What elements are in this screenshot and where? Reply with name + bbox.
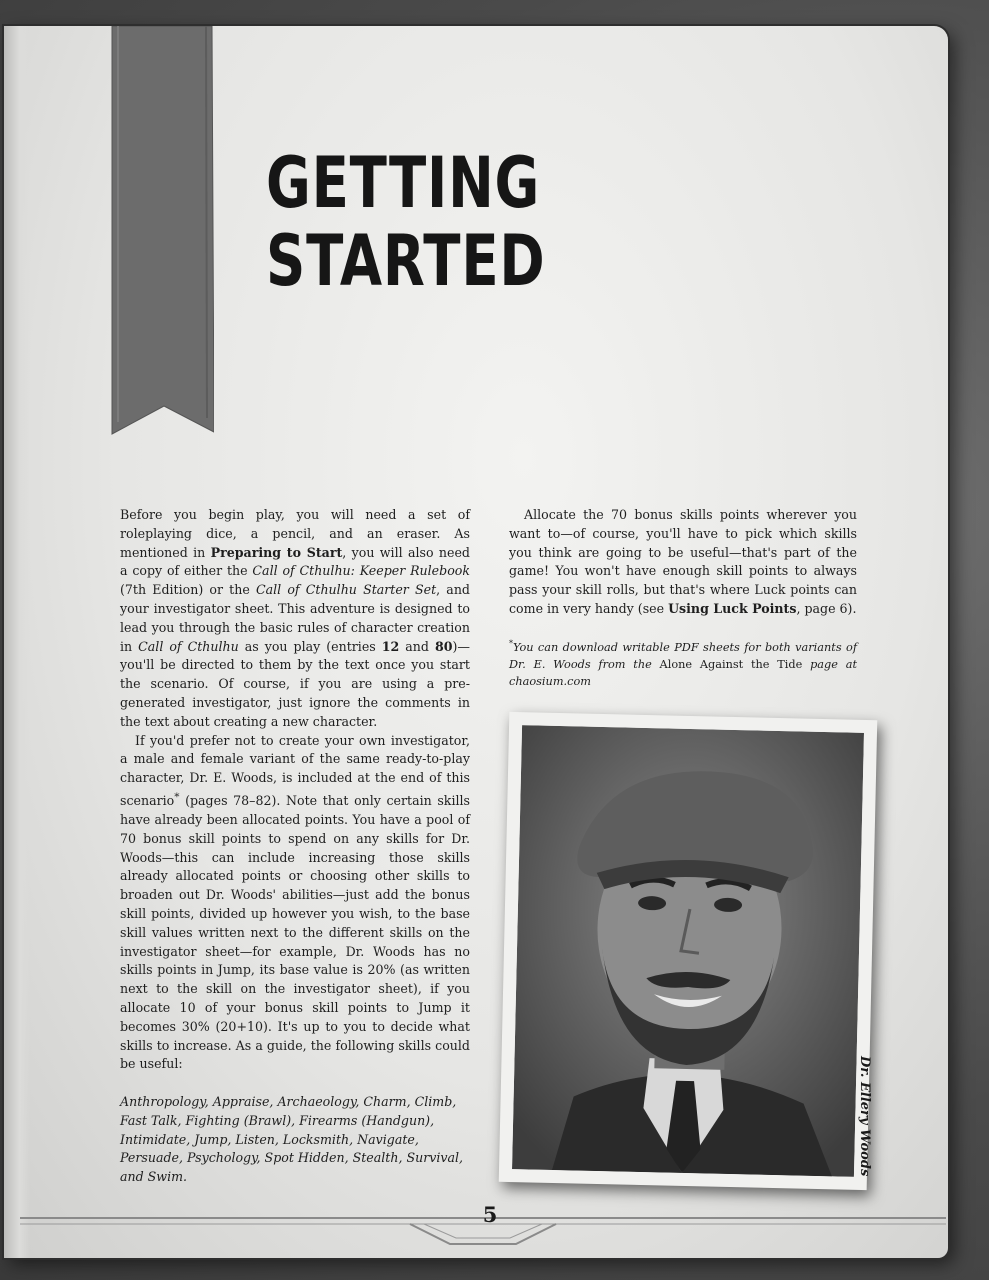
book-page <box>4 26 948 1258</box>
page-spine <box>4 26 30 1258</box>
pregenerated-paragraph <box>120 732 470 1075</box>
text-run: Allocate the 70 bonus skills points wherever you want to—of course, you'll have to pick which skills you think are going to be useful—that's part of the game! You won't have enough skill points to always pass your skill rolls, but that's where Luck points can come in very handy (see <box>509 507 857 616</box>
suggested-skills-list: Anthropology, Appraise, Archaeology, Charm, Climb, Fast Talk, Fighting (Brawl), Firearms (Handgun), Intimidate, Jump, Listen, Locksmith, Navigate, Persuade, Psychology, Spot Hidden, Stealth, Survival, and Swim. <box>120 1094 464 1185</box>
page-number: 5 <box>482 1202 498 1227</box>
right-text-column <box>509 506 857 690</box>
text-run: Call of Cthulhu <box>138 638 239 654</box>
bookmark-ribbon-graphic <box>110 26 214 436</box>
page-title-line-1: GETTING <box>266 142 541 224</box>
portrait-caption: Dr. Ellery Woods <box>857 1056 872 1177</box>
text-run: as you play (entries <box>238 638 382 654</box>
text-run: Before you begin play, you will need a set of roleplaying dice, a pencil, and an eraser. As mentioned in <box>120 507 470 560</box>
text-run: You can download writable PDF sheets for both variants of Dr. E. Woods from the <box>509 640 857 671</box>
allocate-paragraph <box>509 506 857 619</box>
text-run: Call of Cthulhu Starter Set <box>255 582 437 598</box>
portrait-illustration <box>512 725 864 1177</box>
text-run: (7th Edition) or the <box>120 582 256 598</box>
intro-paragraph <box>120 506 470 732</box>
text-run: , page 6). <box>796 600 857 616</box>
text-run: )—you'll be directed to them by the text once you start the scenario. Of course, if you are using a pre-generated investigator, just ignore the comments in the text about creating a new character. <box>120 638 470 729</box>
footnote <box>509 635 857 690</box>
page-title-line-2: STARTED <box>266 220 546 302</box>
text-run: Call of Cthulhu: Keeper Rulebook <box>252 563 470 579</box>
text-run: * <box>174 790 180 803</box>
text-run: and <box>399 638 435 654</box>
text-run: Preparing to Start <box>210 544 343 560</box>
bookmark-ribbon <box>110 26 214 436</box>
text-run: page at chaosium.com <box>509 657 857 688</box>
text-run: 12 <box>381 638 400 654</box>
text-run: * <box>509 638 513 648</box>
text-run: , and your investigator sheet. This adventure is designed to lead you through the basic rules of character creation in <box>120 582 470 654</box>
text-run: Using Luck Points <box>668 600 797 616</box>
left-text-column <box>120 506 470 1187</box>
portrait-photo <box>499 712 878 1190</box>
text-run: Alone Against the Tide <box>659 657 803 671</box>
text-run: 80 <box>434 638 453 654</box>
text-run: If you'd prefer not to create your own investigator, a male and female variant of the same ready-to-play character, Dr. E. Woods, is included at the end of this scenario <box>120 732 470 809</box>
text-run: (pages 78–82). Note that only certain skills have already been allocated points. You have a pool of 70 bonus skill points to spend on any skills for Dr. Woods—this can include increasing those skills already allocated points or choosing other skills to broaden out Dr. Woods' abilities—just add the bonus skill points, divided up however you wish, to the base skill values written next to the different skills on the investigator sheet—for example, Dr. Woods has no skills points in Jump, its base value is 20% (as written next to the skill on the investigator sheet), if you allocate 10 of your bonus skill points to Jump it becomes 30% (20+10). It's up to you to decide what skills to increase. As a guide, the following skills could be useful: <box>120 793 470 1072</box>
page-title <box>266 144 546 300</box>
text-run: , you will also need a copy of either the <box>120 544 470 579</box>
